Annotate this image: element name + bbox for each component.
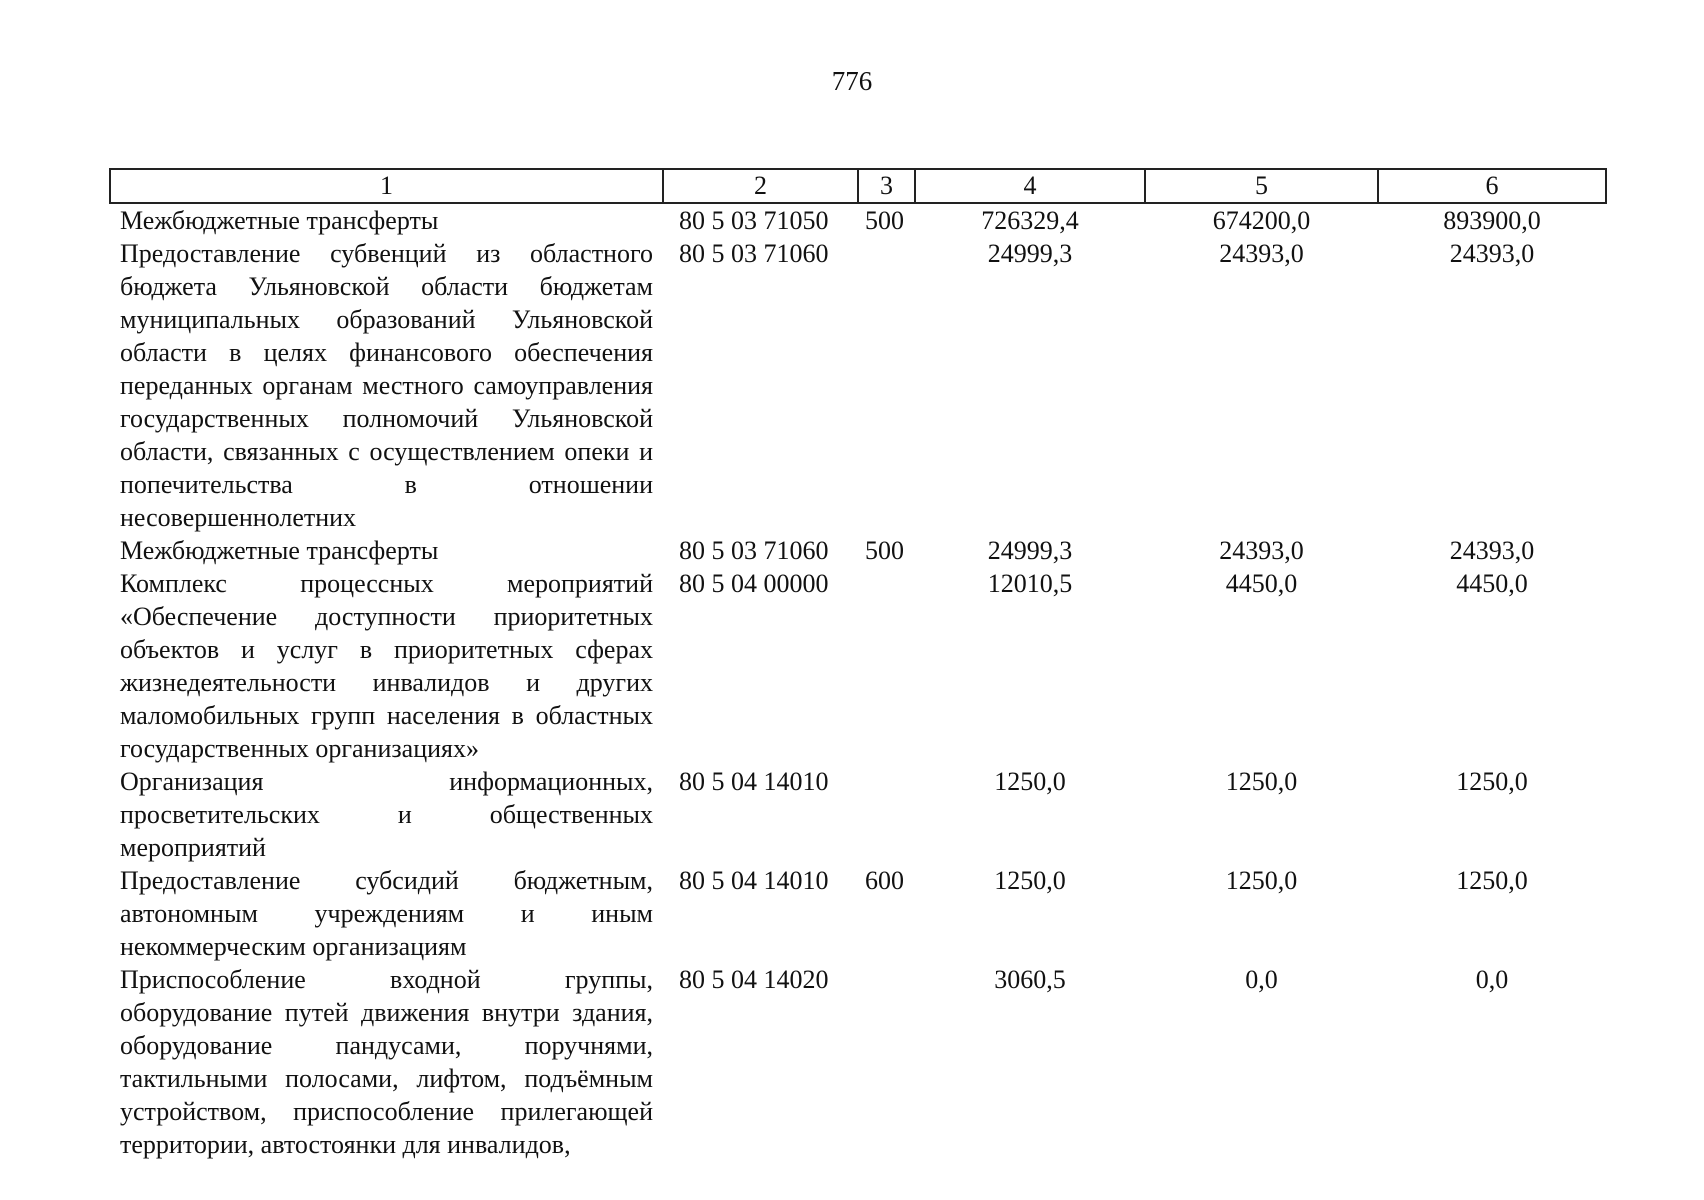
row-type: [858, 765, 915, 864]
column-header-3: 3: [858, 169, 915, 203]
row-value-2: 24393,0: [1219, 239, 1304, 268]
row-value-2: 24393,0: [1219, 536, 1304, 565]
row-value-2: 674200,0: [1212, 206, 1311, 235]
row-value-1: 1250,0: [994, 767, 1066, 796]
row-name: Комплекс процессных мероприятий «Обеспечение доступности приоритетных объектов и услуг в приоритетных сферах жизнедеятельности инвалидов и других маломобильных групп населения в областных государственных организациях»: [120, 569, 653, 763]
row-value-3: 893900,0: [1443, 206, 1541, 235]
row-code: 80 5 03 71060: [679, 239, 829, 268]
row-name: Приспособление входной группы, оборудование путей движения внутри здания, оборудование пандусами, поручнями, тактильными полосами, лифтом, подъёмным устройством, приспособление прилегающей территории, автостоянки для инвалидов,: [120, 965, 653, 1159]
row-code: 80 5 04 00000: [679, 569, 829, 598]
row-code: 80 5 03 71060: [679, 536, 829, 565]
row-type: [858, 237, 915, 534]
row-value-1: 12010,5: [987, 569, 1073, 598]
row-name: Межбюджетные трансферты: [120, 206, 439, 235]
budget-table: [109, 168, 1607, 1161]
table-row: [110, 765, 1606, 864]
table-row: [110, 963, 1606, 1161]
row-type: 600: [865, 866, 904, 895]
column-header-2: 2: [663, 169, 858, 203]
row-code: 80 5 04 14010: [679, 866, 829, 895]
table-row: [110, 534, 1606, 567]
row-type: 500: [865, 206, 904, 235]
column-header-5: 5: [1145, 169, 1378, 203]
row-value-3: 0,0: [1475, 965, 1509, 994]
row-value-3: 1250,0: [1456, 767, 1528, 796]
row-value-2: 0,0: [1245, 965, 1278, 994]
column-header-4: 4: [915, 169, 1145, 203]
row-code: 80 5 04 14020: [679, 965, 829, 994]
row-name: Межбюджетные трансферты: [120, 536, 439, 565]
row-value-2: 1250,0: [1225, 866, 1298, 895]
row-value-1: 726329,4: [981, 206, 1079, 235]
row-value-3: 1250,0: [1456, 866, 1528, 895]
row-type: [858, 963, 915, 1161]
table-row: [110, 864, 1606, 963]
row-value-1: 24999,3: [987, 239, 1073, 268]
row-name: Предоставление субвенций из областного бюджета Ульяновской области бюджетам муниципальных образований Ульяновской области в целях финансового обеспечения переданных органам местного самоуправления государственных полномочий Ульяновской области, связанных с осуществлением опеки и попечительства в отношении несовершеннолетних: [120, 239, 653, 532]
page-number: 776: [831, 66, 873, 96]
row-value-3: 24393,0: [1449, 536, 1535, 565]
row-code: 80 5 04 14010: [679, 767, 829, 796]
row-type: [858, 567, 915, 765]
row-value-3: 24393,0: [1449, 239, 1535, 268]
row-value-1: 1250,0: [994, 866, 1066, 895]
column-header-1: 1: [110, 169, 663, 203]
row-value-1: 24999,3: [987, 536, 1073, 565]
row-code: 80 5 03 71050: [679, 206, 829, 235]
row-name: Организация информационных, просветительских и общественных мероприятий: [120, 767, 653, 862]
table-header-row: [110, 169, 1606, 203]
row-value-1: 3060,5: [994, 965, 1066, 994]
row-value-3: 4450,0: [1456, 569, 1528, 598]
row-value-2: 4450,0: [1225, 569, 1298, 598]
table-row: [110, 567, 1606, 765]
row-value-2: 1250,0: [1225, 767, 1298, 796]
row-type: 500: [865, 536, 904, 565]
column-header-6: 6: [1378, 169, 1606, 203]
table-row: [110, 203, 1606, 237]
table-row: [110, 237, 1606, 534]
row-name: Предоставление субсидий бюджетным, автономным учреждениям и иным некоммерческим организациям: [120, 866, 653, 961]
